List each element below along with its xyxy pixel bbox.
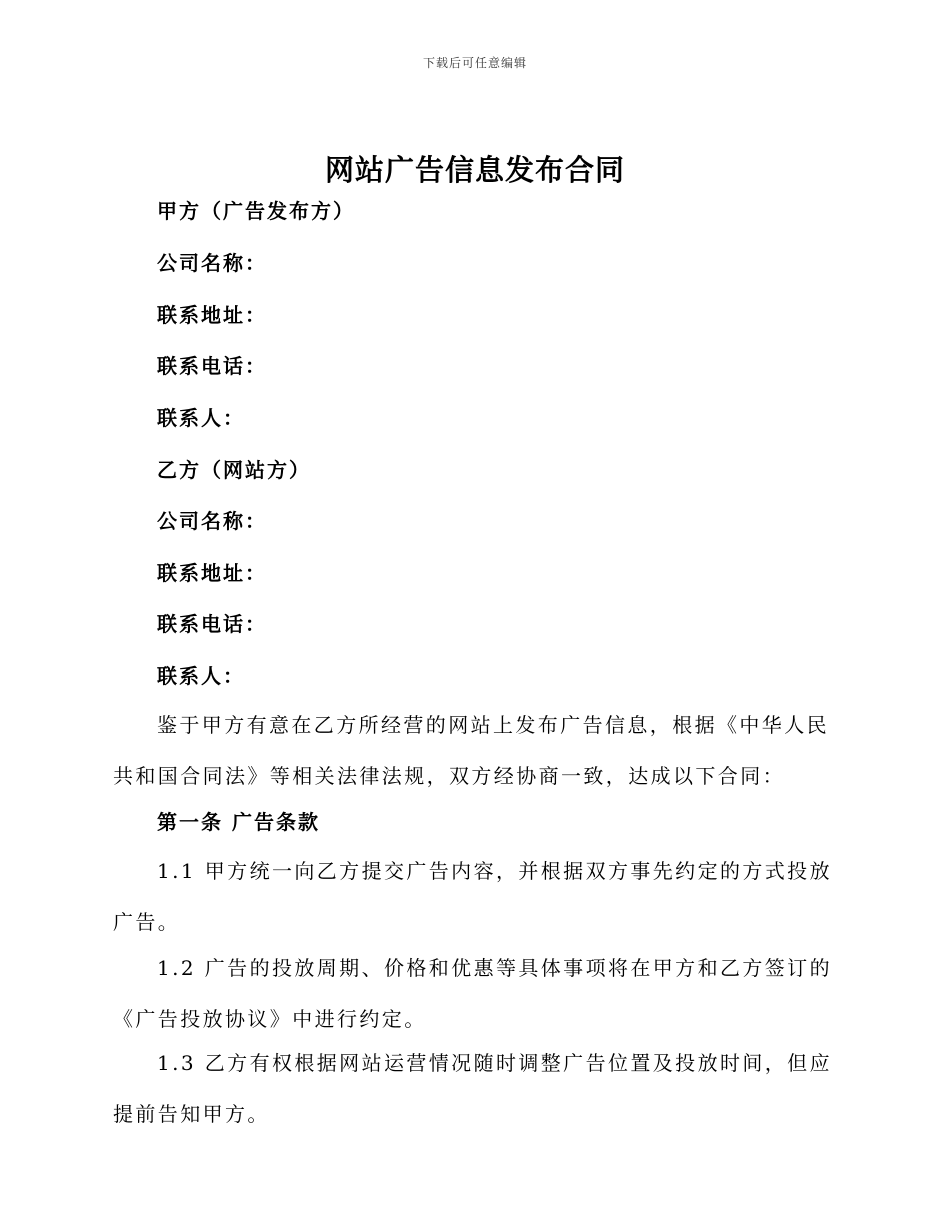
party-b-phone-label: 联系电话： — [157, 612, 267, 636]
document-title: 网站广告信息发布合同 — [324, 153, 625, 187]
clause-1-3: 1.3 乙方有权根据网站运营情况随时调整广告位置及投放时间，但应提前告知甲方。 — [113, 1051, 832, 1126]
party-b-company-label: 公司名称： — [157, 509, 267, 533]
intro-paragraph: 鉴于甲方有意在乙方所经营的网站上发布广告信息，根据《中华人民共和国合同法》等相关法律法规，双方经协商一致，达成以下合同： — [113, 713, 829, 788]
clause-1-2: 1.2 广告的投放周期、价格和优惠等具体事项将在甲方和乙方签订的《广告投放协议》中进行约定。 — [113, 956, 832, 1031]
article-1-heading: 第一条 广告条款 — [157, 810, 320, 834]
party-a-company-label: 公司名称： — [157, 251, 267, 275]
party-b-contact-label: 联系人： — [157, 664, 245, 688]
party-b-address-label: 联系地址： — [157, 561, 267, 585]
header-note: 下载后可任意编辑 — [422, 56, 527, 70]
party-b-heading: 乙方（网站方） — [157, 458, 311, 482]
party-a-heading: 甲方（广告发布方） — [157, 199, 355, 223]
party-a-address-label: 联系地址： — [157, 303, 267, 327]
party-a-contact-label: 联系人： — [157, 406, 245, 430]
clause-1-1: 1.1 甲方统一向乙方提交广告内容，并根据双方事先约定的方式投放广告。 — [113, 859, 832, 934]
party-a-phone-label: 联系电话： — [157, 354, 267, 378]
